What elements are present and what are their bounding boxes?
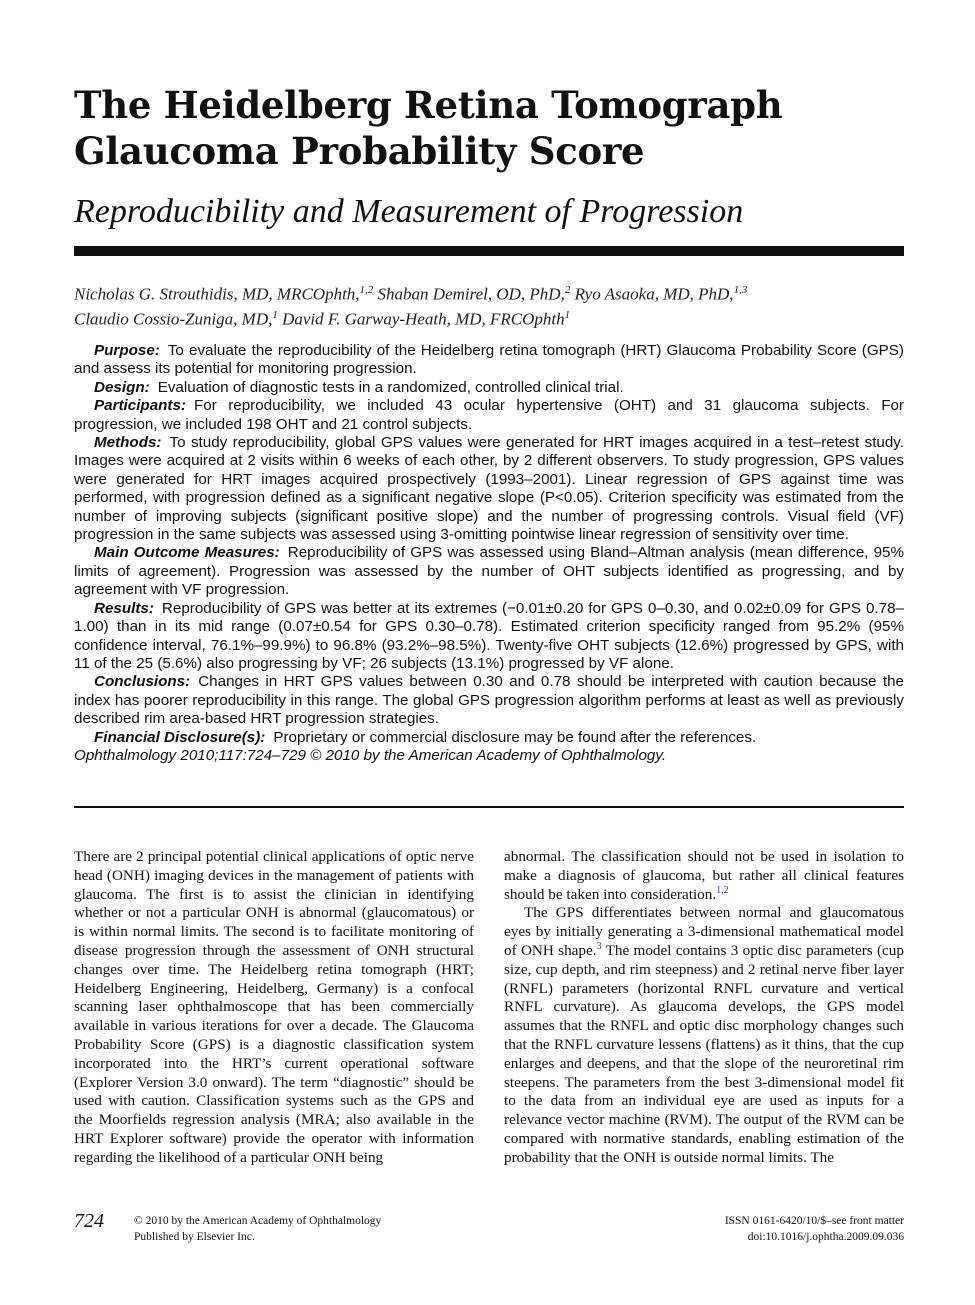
title-line-2: Glaucoma Probability Score: [74, 129, 645, 173]
design-text: Evaluation of diagnostic tests in a randomized, controlled clinical trial.: [157, 378, 624, 396]
author-2-affiliation: 2: [564, 284, 571, 296]
results-text: Reproducibility of GPS was better at its extremes (−0.01±0.20 for GPS 0–0.30, and 0.02±0.09 for GPS 0.78–1.00) than in its mid range (0.07±0.54 for GPS 0.30–0.78). Estimated criterion specificity ranged from 95.2% (95% confidence interval, 76.1%–99.9%) to 96.8% (93.2%–98.5%). Twenty-five OHT subjects (12.6%) progressed by GPS, with 11 of the 25 (5.6%) also progressing by VF; 26 subjects (13.1%) progressed by VF alone.: [74, 599, 904, 672]
title-line-1: The Heidelberg Retina Tomograph: [74, 83, 783, 127]
purpose-label: Purpose:: [94, 342, 160, 359]
purpose-text: To evaluate the reproducibility of the Heidelberg retina tomograph (HRT) Glaucoma Probability Score (GPS) and assess its potential for monitoring progression.: [74, 342, 904, 378]
conclusions-text: Changes in HRT GPS values between 0.30 and 0.78 should be interpreted with caution because the index has poorer reproducibility in this range. The global GPS progression algorithm performs at least as well as previously described rim area-based HRT progression strategies.: [74, 673, 904, 728]
body-text: The GPS differentiates between normal and glaucomatous eyes by initially generating a 3-dimensional mathematical model of ONH shape.: [504, 904, 904, 959]
reference-link[interactable]: 3: [596, 940, 602, 952]
article-subtitle: Reproducibility and Measurement of Progression: [74, 193, 744, 230]
author-4: Claudio Cossio-Zuniga, MD,: [74, 309, 273, 329]
body-text: The model contains 3 optic disc parameters (cup size, cup depth, and rim steepness) and 2 retinal nerve fiber layer (RNFL) parameters (horizontal RNFL curvature and vertical RNFL curvature). As glaucoma develops, the GPS model assumes that the RNFL and optic disc morphology changes such that the RNFL curvature lessens (flattens) as it thins, that the cup enlarges and deepens, and that the slope of the neuroretinal rim steepens. The parameters from the best 3-dimensional model fit to the data from an individual eye are used as inputs for a relevance vector machine (RVM). The output of the RVM can be compared with normative standards, enabling estimation of the probability that the ONH is outside normal limits. The: [504, 941, 904, 1166]
abstract-divider: [74, 806, 904, 808]
abstract-participants: [74, 397, 904, 434]
abstract-methods: [74, 434, 904, 544]
author-4-affiliation: 1: [272, 308, 278, 321]
body-paragraph: [504, 904, 904, 1167]
disclosure-text: Proprietary or commercial disclosure may be found after the references.: [273, 728, 757, 746]
abstract-results: [74, 600, 904, 674]
page-number: 724: [74, 1210, 104, 1232]
footer-doi[interactable]: doi:10.1016/j.ophtha.2009.09.036: [747, 1231, 904, 1243]
participants-text: For reproducibility, we included 43 ocular hypertensive (OHT) and 31 glaucoma subjects. For progression, we included 198 OHT and 21 control subjects.: [74, 397, 904, 433]
author-1: Nicholas G. Strouthidis, MD, MRCOphth,: [74, 284, 360, 304]
conclusions-label: Conclusions:: [94, 673, 191, 691]
design-label: Design:: [94, 378, 150, 396]
footer-publisher-info: [134, 1213, 381, 1245]
author-3-affiliation: 1,3: [733, 284, 748, 296]
abstract-disclosure: [74, 729, 904, 747]
body-paragraph: There are 2 principal potential clinical applications of optic nerve head (ONH) imaging devices in the management of patients with glaucoma. The first is to assist the clinician in identifying whether or not a particular ONH is abnormal (glaucomatous) or is within normal limits. The second is to facilitate monitoring of disease progression through the assessment of ONH structural changes over time. The Heidelberg retina tomograph (HRT; Heidelberg Engineering, Heidelberg, Germany) is a confocal scanning laser ophthalmoscope that has been commercially available in various iterations for over a decade. The Glaucoma Probability Score (GPS) is a diagnostic classification system incorporated into the HRT’s current operational software (Explorer Version 3.0 onward). The term “diagnostic” should be used with caution. Classification systems such as the GPS and the Moorfields regression analysis (MRA; also available in the HRT Explorer software) provide the operator with information regarding the likelihood of a particular ONH being: [74, 848, 474, 1166]
author-list: [74, 280, 904, 329]
author-5-affiliation: 1: [564, 308, 571, 321]
abstract: [74, 342, 904, 765]
body-column-left: [74, 848, 474, 1168]
abstract-design: [74, 379, 904, 397]
abstract-purpose: [74, 342, 904, 379]
outcome-label: Main Outcome Measures:: [94, 544, 280, 562]
abstract-citation: Ophthalmology 2010;117:724–729 © 2010 by the American Academy of Ophthalmology.: [74, 746, 667, 764]
disclosure-label: Financial Disclosure(s):: [94, 728, 266, 746]
participants-label: Participants:: [94, 397, 186, 415]
author-2: Shaban Demirel, OD, PhD,: [377, 284, 565, 304]
author-1-affiliation: 1,2: [359, 284, 374, 296]
abstract-outcome: [74, 544, 904, 599]
body-text: abnormal. The classification should not be used in isolation to make a diagnosis of glaucoma, but rather all clinical features should be taken into consideration.: [504, 848, 904, 903]
author-line-2: [74, 305, 904, 330]
article-title: [74, 82, 904, 174]
results-label: Results:: [94, 599, 154, 617]
methods-text: To study reproducibility, global GPS values were generated for HRT images acquired in a test–retest study. Images were acquired at 2 visits within 6 weeks of each other, by 2 different observers. To study progression, GPS values were generated for HRT images acquired prospectively (1993–2001). Linear regression of GPS against time was performed, with progression defined as a significant negative slope (P<0.05). Criterion specificity was estimated from the number of improving subjects (significant positive slope) and the number of progressing controls. Visual field (VF) progression in the same subjects was assessed using 3-omitting pointwise linear regression of sensitivity over time.: [74, 434, 904, 544]
author-3: Ryo Asaoka, MD, PhD,: [574, 284, 734, 304]
footer-issn: ISSN 0161-6420/10/$–see front matter: [724, 1215, 904, 1227]
footer-publisher: Published by Elsevier Inc.: [134, 1231, 255, 1243]
author-line-1: [74, 280, 904, 305]
article-page: [74, 0, 904, 1305]
reference-link[interactable]: 1,2: [716, 884, 729, 896]
author-5: David F. Garway-Heath, MD, FRCOphth: [282, 309, 565, 329]
footer-identifiers: [725, 1213, 904, 1245]
methods-label: Methods:: [94, 434, 162, 452]
body-paragraph: [504, 848, 904, 904]
title-divider: [74, 246, 904, 256]
body-column-right: [504, 848, 904, 1168]
abstract-conclusions: [74, 673, 904, 728]
outcome-text: Reproducibility of GPS was assessed using Bland–Altman analysis (mean difference, 95% limits of agreement). Progression was assessed by the number of OHT subjects identified as progressing, and by agreement with VF progression.: [74, 544, 904, 599]
footer-copyright: © 2010 by the American Academy of Ophthalmology: [134, 1215, 382, 1227]
